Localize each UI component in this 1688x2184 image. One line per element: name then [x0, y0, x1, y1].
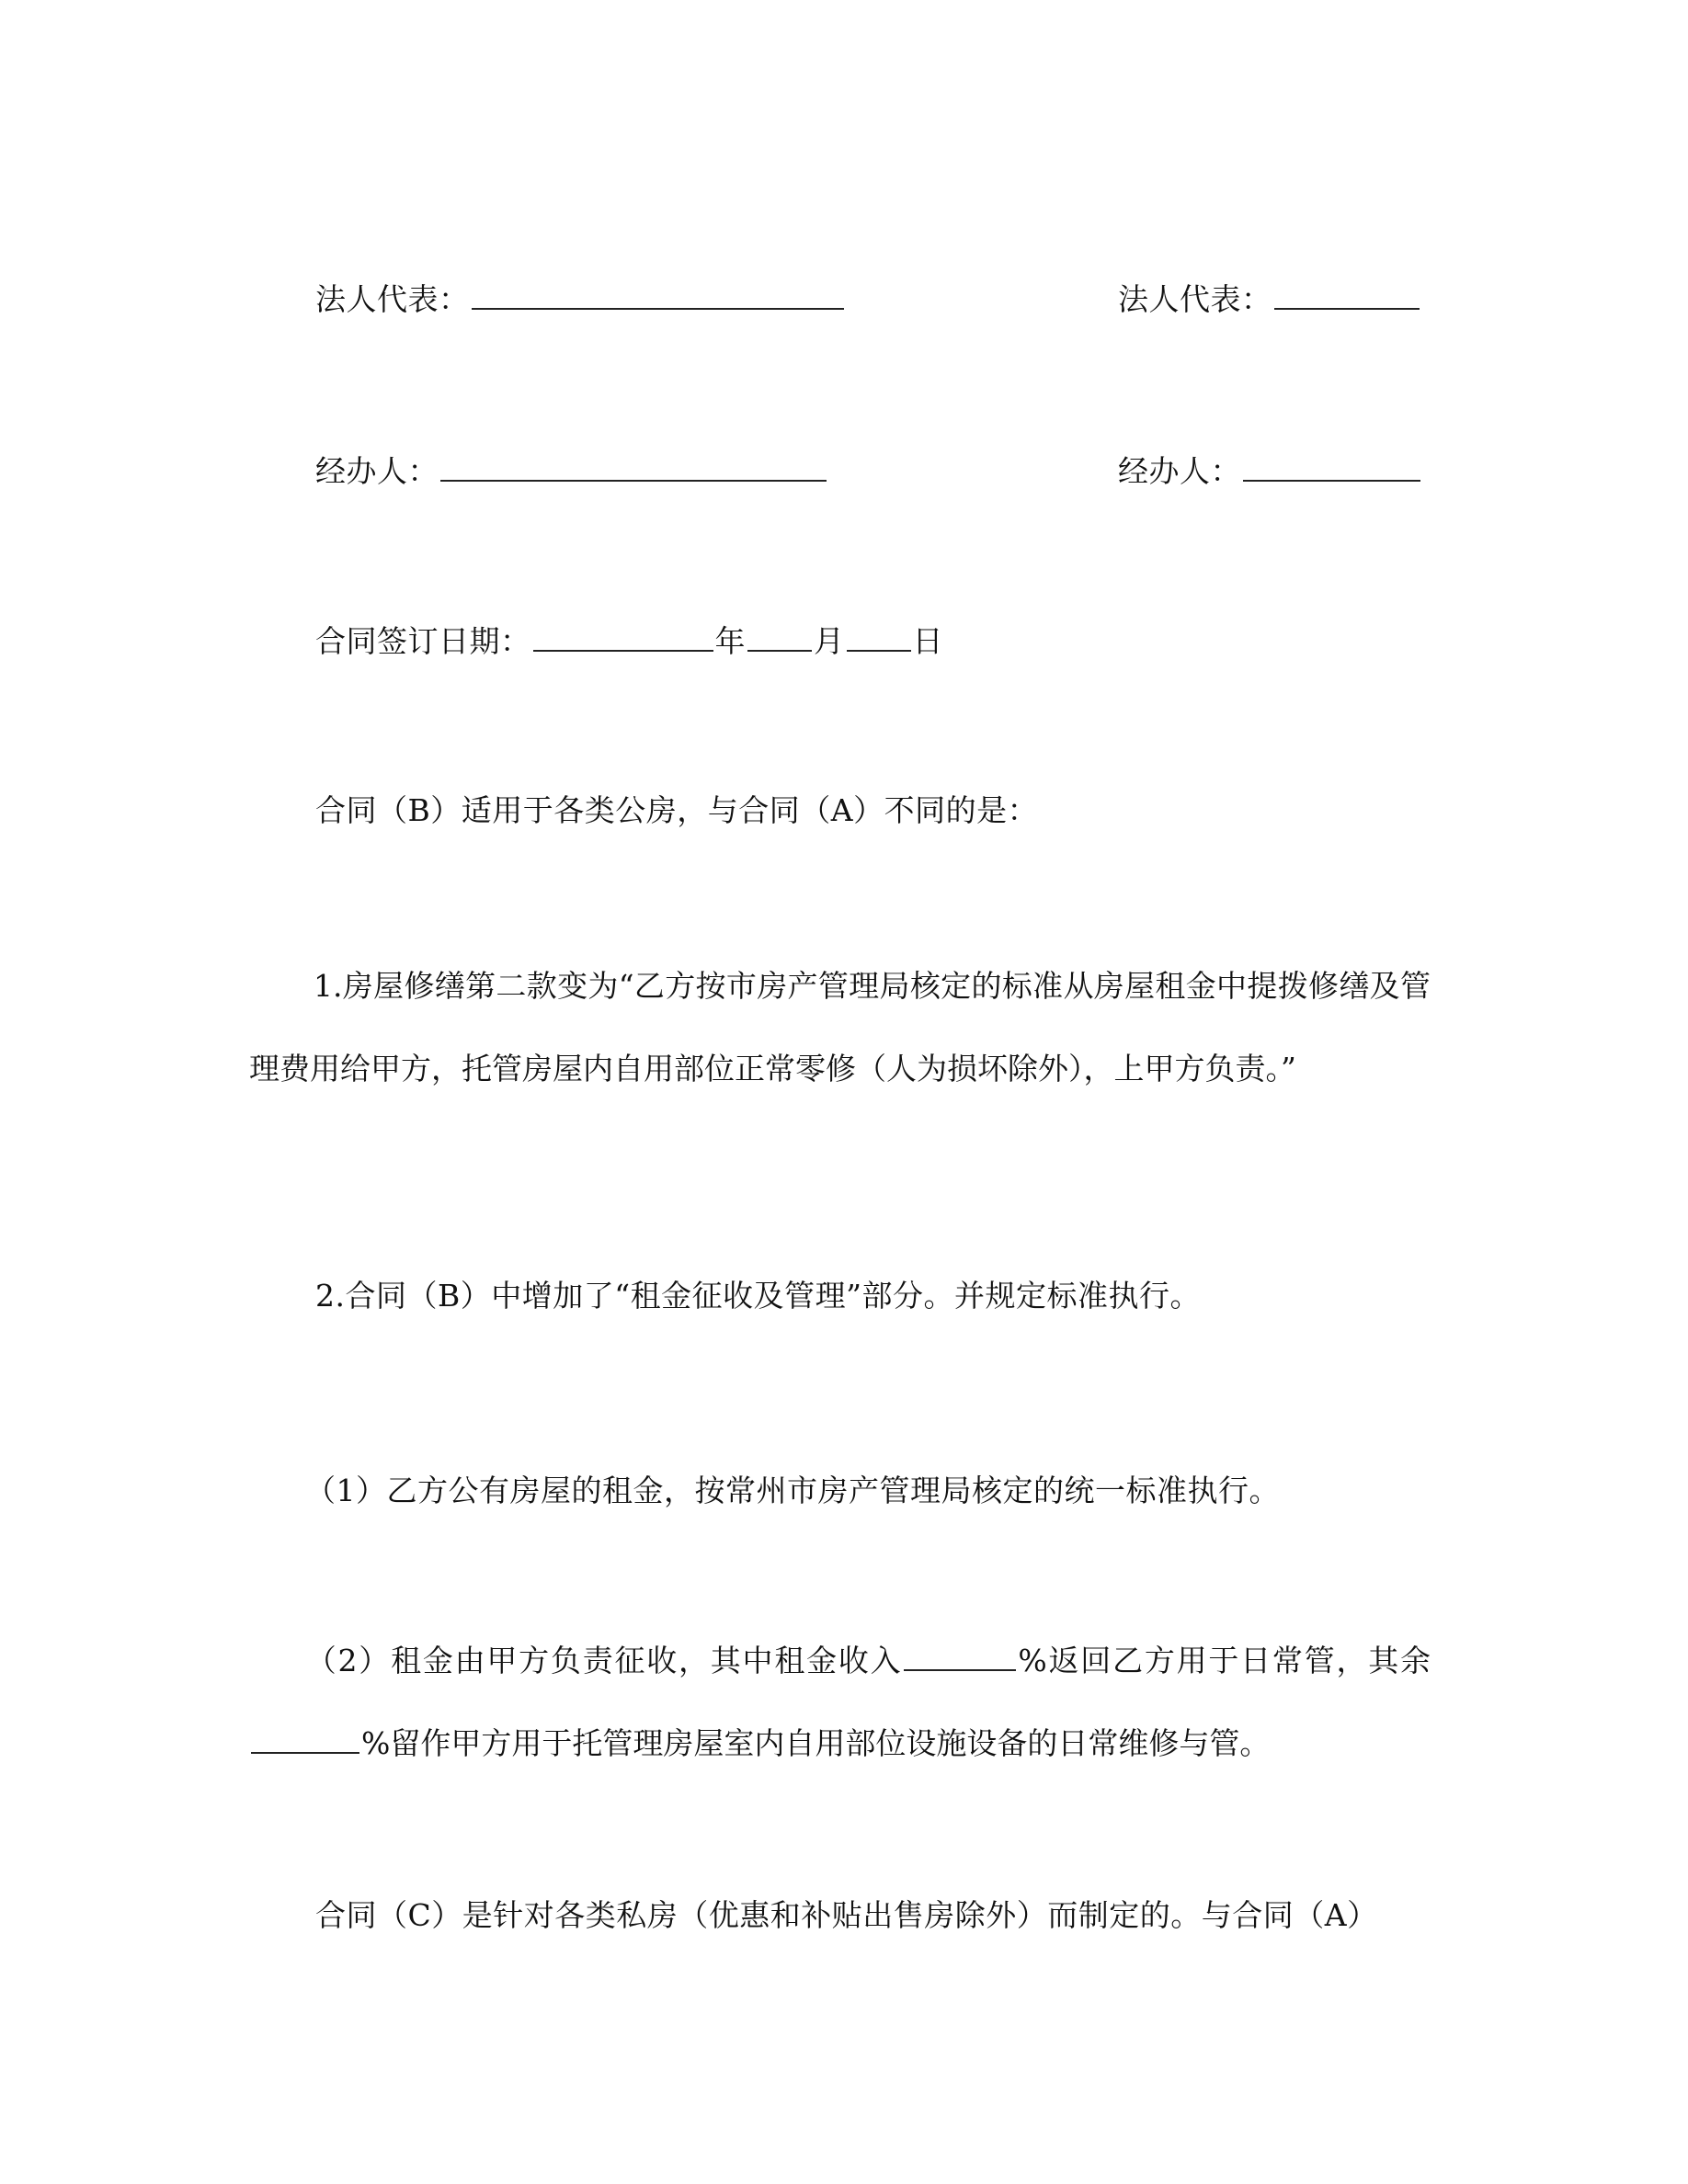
sign-day-field[interactable] — [847, 622, 911, 652]
agent-right-label: 经办人： — [1118, 453, 1241, 489]
legal-rep-right-field[interactable] — [1274, 280, 1420, 310]
item-2-sub-2-paragraph — [249, 1620, 1431, 1785]
item-2-sub-1: （1）乙方公有房屋的租金，按常州市房产管理局核定的统一标准执行。 — [305, 1473, 1280, 1508]
agent-right-field[interactable] — [1243, 452, 1420, 482]
legal-rep-left-field[interactable] — [472, 280, 844, 310]
sign-month-field[interactable] — [747, 622, 812, 652]
reserve-percent-field[interactable] — [251, 1724, 359, 1754]
sign-date-label: 合同签订日期： — [315, 623, 531, 659]
month-unit: 月 — [814, 623, 845, 659]
contract-c-intro: 合同（C）是针对各类私房（优惠和补贴出售房除外）而制定的。与合同（A） — [315, 1897, 1378, 1933]
sign-date-row — [315, 622, 943, 660]
legal-rep-left-label: 法人代表： — [315, 281, 470, 317]
item-2-sub-2-part2: %返回乙方用于日常管，其余 — [1018, 1643, 1431, 1678]
agent-right-row — [1118, 452, 1422, 490]
item-2-sub-2-part3: %留作甲方用于托管理房屋室内自用部位设施设备的日常维修与管。 — [361, 1725, 1271, 1761]
item-2: 2.合同（B）中增加了“租金征收及管理”部分。并规定标准执行。 — [315, 1278, 1201, 1314]
agent-left-label: 经办人： — [315, 453, 439, 489]
agent-left-field[interactable] — [440, 452, 827, 482]
legal-rep-right-label: 法人代表： — [1118, 281, 1272, 317]
sign-year-field[interactable] — [533, 622, 713, 652]
legal-rep-right-row — [1118, 280, 1421, 318]
item-1-text: 1.房屋修缮第二款变为“乙方按市房产管理局核定的标准从房屋租金中提拨修缮及管理费用给甲方，托管房屋内自用部位正常零修（人为损坏除外），上甲方负责。” — [249, 968, 1431, 1086]
item-2-sub-2-part1: （2）租金由甲方负责征收，其中租金收入 — [304, 1643, 903, 1678]
contract-b-intro: 合同（B）适用于各类公房，与合同（A）不同的是： — [315, 792, 1039, 828]
day-unit: 日 — [912, 623, 943, 659]
legal-rep-left-row — [315, 280, 846, 318]
year-unit: 年 — [714, 623, 746, 659]
agent-left-row — [315, 452, 828, 490]
return-percent-field[interactable] — [904, 1642, 1016, 1671]
item-1-paragraph — [249, 945, 1431, 1110]
